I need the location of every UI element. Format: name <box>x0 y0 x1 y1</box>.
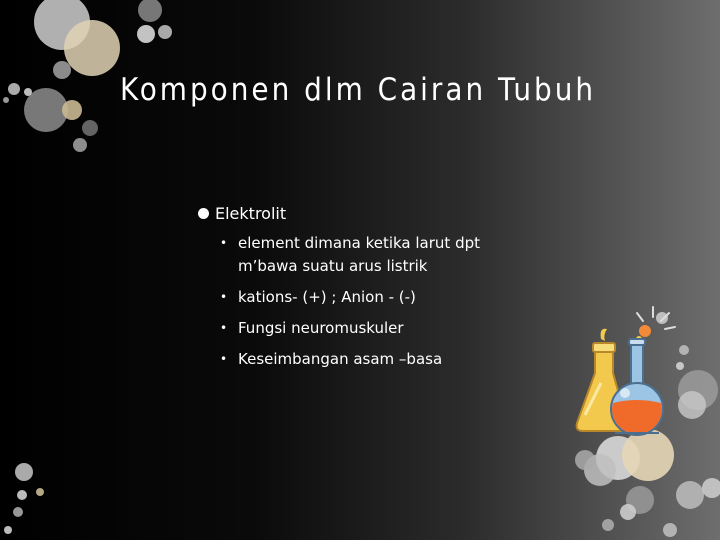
main-bullet <box>198 200 528 226</box>
bullet-dot-icon <box>198 208 209 219</box>
sub-bullet-item: • Keseimbangan asam –basa <box>220 348 528 371</box>
slide-title: Komponen dlm Cairan Tubuh <box>120 72 597 108</box>
sub-bullet-list <box>198 232 528 371</box>
sub-bullet-item: • kations- (+) ; Anion - (-) <box>220 286 528 309</box>
laboratory-flasks-icon <box>565 305 680 440</box>
sub-bullet-item: • Fungsi neuromuskuler <box>220 317 528 340</box>
sub-bullet-item: • element dimana ketika larut dpt m’bawa suatu arus listrik <box>220 232 528 278</box>
main-bullet-label: Elektrolit <box>215 203 287 223</box>
bullet-list <box>198 200 528 379</box>
